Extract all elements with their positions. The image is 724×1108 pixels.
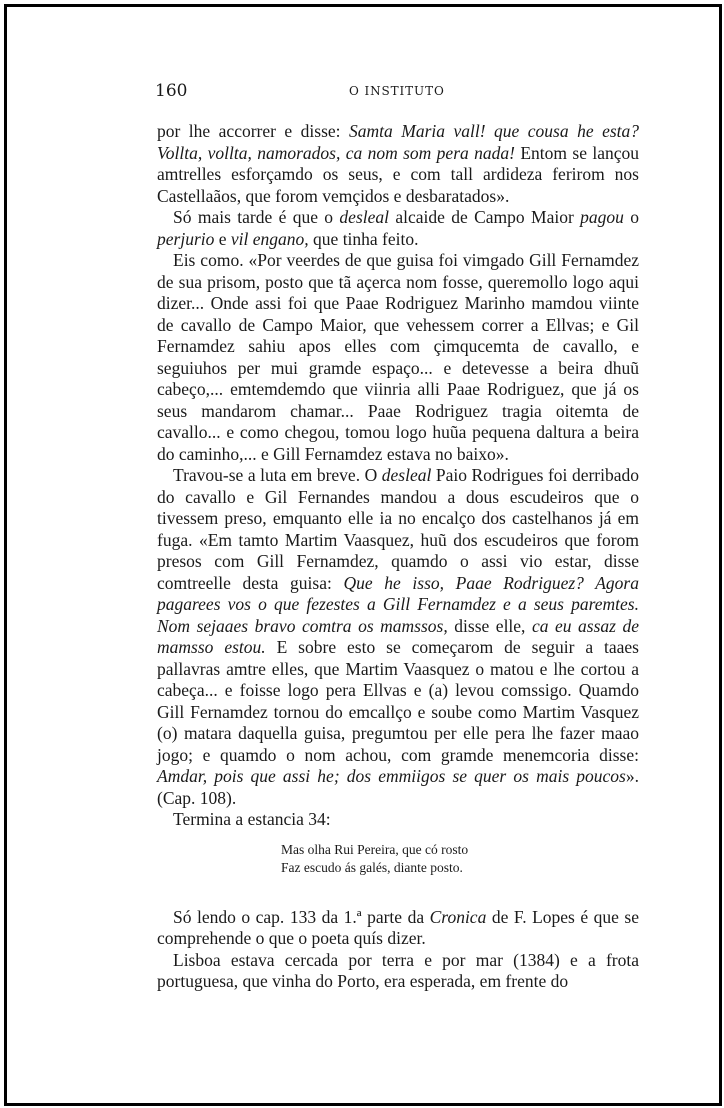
paragraph xyxy=(157,121,639,207)
italic-segment: Amdar, pois que assi he; dos emmiigos se quer os mais poucos xyxy=(157,766,626,786)
text-segment: de F. Lopes é que se comprehende o que o poeta quís dizer. xyxy=(157,906,640,948)
text-segment: ». (Cap. 108). xyxy=(157,766,639,808)
text-segment: Só mais tarde é que o xyxy=(173,207,340,227)
verse-line: Faz escudo ás galés, diante posto. xyxy=(281,859,463,875)
italic-segment: Que he isso, Paae Rodriguez? Agora pagarees vos o que fezestes a Gill Fernamdez e a seus paremtes. Nom sejaaes bravo comtra os mamssos, xyxy=(157,572,639,636)
text-segment: Termina a estancia 34: xyxy=(173,809,331,829)
italic-segment: vil engano, xyxy=(230,228,309,249)
body-text-before-quote xyxy=(157,121,639,831)
paragraph xyxy=(157,907,639,950)
text-segment: Eis como. «Por veerdes de que guisa foi vimgado Gill Fernamdez de sua prisom, posto que tã açerca nom fosse, queremollo logo aqui dizer... Onde assi foi que Paae Rodriguez Marinho mamdou viinte de cavallo de Campo Maior, que vehessem correr a Ellvas; e Gil Fernamdez sahiu apos elles com çimqucemta de cavallo, e seguiuhos per mui gramde espaço... e detevesse a beira dhuũ cabeço,... emtemdemdo que viinria alli Paae Rodriguez, que já os seus mandarom chamar... Paae Rodriguez tragia oitemta de cavallo... e como chegou, tomou logo huũa pequena daltura a beira do caminho,... e Gill Fernamdez estava no baixo». xyxy=(157,250,639,464)
page-number: 160 xyxy=(155,81,188,101)
verse-quote xyxy=(281,841,639,877)
text-segment: por lhe accorrer e disse: xyxy=(157,121,350,141)
italic-segment: perjurio xyxy=(157,228,215,249)
text-segment: Só lendo o cap. 133 da 1.ª parte da xyxy=(173,906,430,927)
page-frame xyxy=(4,4,722,1106)
running-head: O INSTITUTO xyxy=(349,84,445,98)
paragraph xyxy=(157,207,639,250)
paragraph xyxy=(157,809,639,831)
text-segment: e xyxy=(214,228,231,249)
italic-segment: desleal xyxy=(381,465,432,485)
text-segment: disse elle, xyxy=(447,615,532,636)
italic-segment: ca eu assaz de mamsso estou. xyxy=(157,615,640,657)
text-segment: Paio Rodrigues foi derribado do cavallo e Gil Fernandes mandou a dous escudeiros que o tivessem preso, emquanto elle ia no encalço dos castelhanos já em fuga. «Em tamto Martim Vaasquez, huũ dos escudeiros que forom presos com Gill Fernamdez, quamdo o assi vio estar, disse comtreelle desta guisa: xyxy=(157,465,639,593)
page-header xyxy=(157,81,639,107)
text-segment: o xyxy=(623,207,640,227)
paragraph xyxy=(157,950,639,993)
paragraph xyxy=(157,465,639,809)
italic-segment: pagou xyxy=(580,207,624,227)
italic-segment: Samta Maria vall! que cousa he esta? Vollta, vollta, namorados, ca nom som pera nada! xyxy=(157,121,640,163)
paragraph xyxy=(157,250,639,465)
text-segment: E sobre esto se começarom de seguir a taaes pallavras amtre elles, que Martim Vaasquez o matou e lhe cortou a cabeça... e foisse logo pera Ellvas e (a) levou comssigo. Quamdo Gill Fernamdez tornou do emcallço e soube como Martim Vasquez (o) matara daquella guisa, pregumtou per elle pera lhe fazer maao jogo; e quamdo o nom achou, com gramde menemcoria disse: xyxy=(157,637,639,765)
text-segment: Entom se lançou amtrelles esforçamdo os seus, e com tall ardideza ferirom nos Castellaãos, que forom vemçidos e desbaratados». xyxy=(157,142,639,206)
text-segment: Travou-se a luta em breve. O xyxy=(173,465,382,485)
body-text-after-quote xyxy=(157,907,639,993)
italic-segment: desleal xyxy=(339,207,389,227)
italic-segment: Cronica xyxy=(429,906,487,927)
verse-line: Mas olha Rui Pereira, que có rosto xyxy=(281,841,469,857)
page-content xyxy=(157,81,639,993)
text-segment: que tinha feito. xyxy=(308,228,419,249)
text-segment: alcaide de Campo Maior xyxy=(389,207,581,227)
text-segment: Lisboa estava cercada por terra e por mar (1384) e a frota portuguesa, que vinha do Porto, era esperada, em frente do xyxy=(157,949,639,991)
